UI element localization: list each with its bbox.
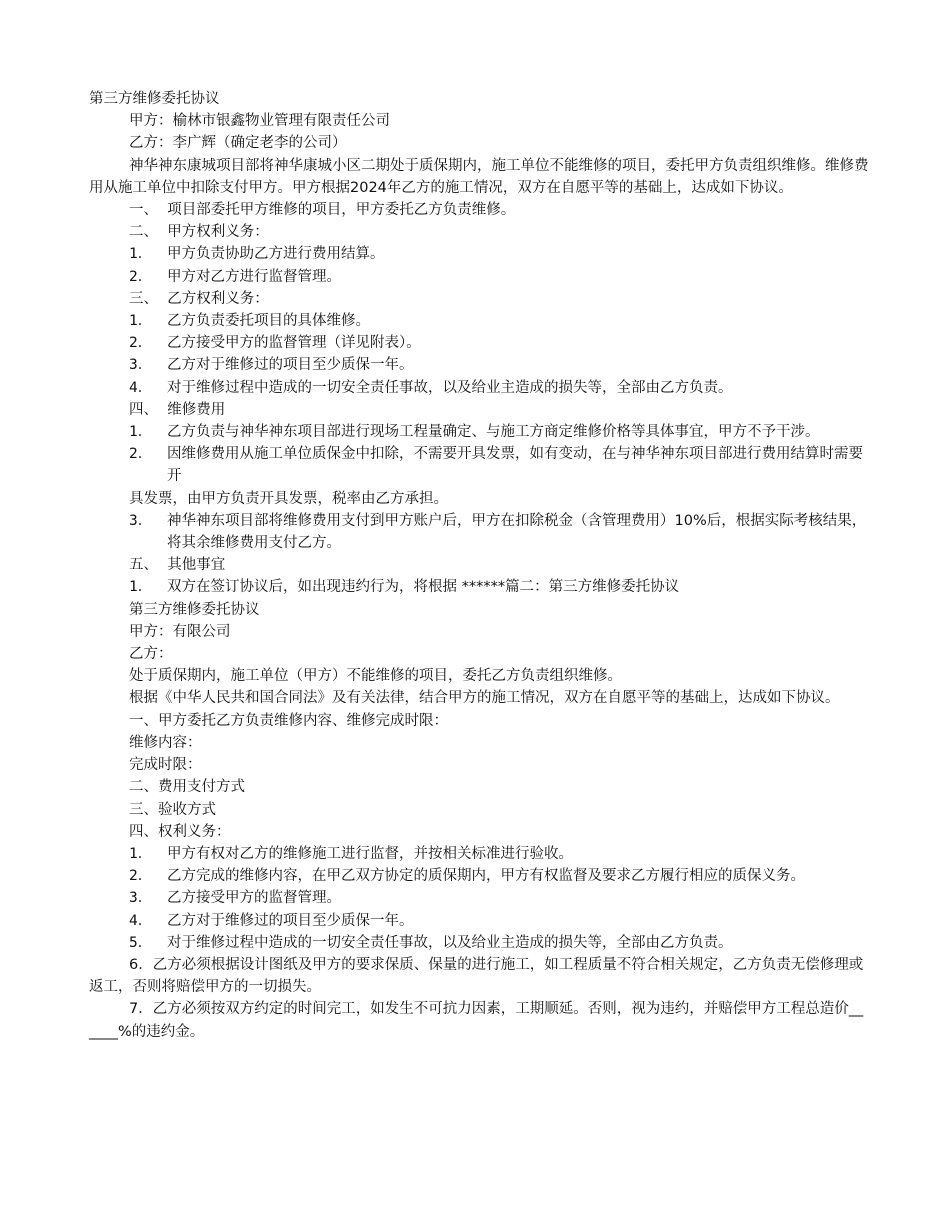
b-section-3: 三、验收方式 <box>129 801 216 818</box>
list-number: 1． <box>129 424 153 441</box>
list-text: 乙方负责与神华神东项目部进行现场工程量确定、与施工方商定维修价格等具体事宜，甲方不予干涉。 <box>167 424 820 441</box>
list-item <box>89 332 870 354</box>
repair-content-label: 维修内容： <box>129 734 202 751</box>
list-text: 乙方对于维修过的项目至少质保一年。 <box>167 357 414 374</box>
clause-7: 7．乙方必须按双方约定的时间完工，如发生不可抗力因素，工期顺延。否则，视为违约，并赔偿甲方工程总造价______%的违约金。 <box>89 1001 864 1040</box>
list-item <box>89 377 870 399</box>
party-b-line-2: 乙方： <box>129 646 173 663</box>
clause-6: 6．乙方必须根据设计图纸及甲方的要求保质、保量的进行施工，如工程质量不符合相关规定，乙方负责无偿修理或返工，否则将赔偿甲方的一切损失。 <box>89 956 864 996</box>
section-4-heading: 四、 维修费用 <box>129 401 226 418</box>
continuation-text: 具发票，由甲方负责开具发票，税率由乙方承担。 <box>129 490 448 507</box>
list-number: 1． <box>129 313 153 330</box>
section-2-heading: 二、 甲方权利义务： <box>129 224 269 241</box>
intro-paragraph: 神华神东康城项目部将神华康城小区二期处于质保期内，施工单位不能维修的项目，委托甲方负责组织维修。维修费用从施工单位中扣除支付甲方。甲方根据2024年乙方的施工情况，双方在自愿平等的基础上，达成如下协议。 <box>89 157 869 196</box>
list-number: 4． <box>129 912 153 929</box>
list-number: 2． <box>129 268 153 285</box>
list-item <box>89 243 870 265</box>
list-text: 对于维修过程中造成的一切安全责任事故，以及给业主造成的损失等，全部由乙方负责。 <box>167 379 733 396</box>
list-number: 3． <box>129 512 153 529</box>
list-item <box>89 266 870 288</box>
list-text: 甲方负责协助乙方进行费用结算。 <box>167 246 385 263</box>
list-item <box>89 932 870 954</box>
section-3-heading: 三、 乙方权利义务： <box>129 290 269 307</box>
b-section-4: 四、权利义务： <box>129 823 231 840</box>
list-text: 乙方对于维修过的项目至少质保一年。 <box>167 912 414 929</box>
list-text: 乙方完成的维修内容，在甲乙双方协定的质保期内，甲方有权监督及要求乙方履行相应的质保义务。 <box>167 868 805 885</box>
list-text: 甲方对乙方进行监督管理。 <box>167 268 341 285</box>
list-text: 甲方有权对乙方的维修施工进行监督，并按相关标准进行验收。 <box>167 845 573 862</box>
intro-paragraph-2: 处于质保期内，施工单位（甲方）不能维修的项目，委托乙方负责组织维修。 <box>129 668 622 685</box>
section-1: 一、 项目部委托甲方维修的项目，甲方委托乙方负责维修。 <box>129 202 516 219</box>
list-number: 5． <box>129 934 153 951</box>
list-text: 神华神东项目部将维修费用支付到甲方账户后，甲方在扣除税金（含管理费用）10%后，根据实际考核结果，将其余维修费用支付乙方。 <box>167 512 867 552</box>
list-number: 1． <box>129 246 153 263</box>
list-item <box>89 910 870 932</box>
party-a-line-2: 甲方：有限公司 <box>129 623 231 640</box>
list-number: 1． <box>129 845 153 862</box>
basis-paragraph: 根据《中华人民共和国合同法》及有关法律，结合甲方的施工情况，双方在自愿平等的基础上，达成如下协议。 <box>129 690 840 707</box>
list-item <box>89 421 870 443</box>
list-text: 乙方负责委托项目的具体维修。 <box>167 313 370 330</box>
list-item <box>89 576 870 598</box>
doc-title: 第三方维修委托协议 <box>89 91 220 107</box>
list-item <box>89 887 870 909</box>
deadline-label: 完成时限： <box>129 757 202 774</box>
list-text: 双方在签订协议后，如出现违约行为，将根据 ******篇二：第三方维修委托协议 <box>167 579 680 596</box>
party-b-line: 乙方：李广辉（确定老李的公司） <box>129 135 347 152</box>
list-text: 乙方接受甲方的监督管理（详见附表）。 <box>167 335 421 352</box>
list-text: 因维修费用从施工单位质保金中扣除，不需要开具发票，如有变动，在与神华神东项目部进行费用结算时需要开 <box>167 446 863 485</box>
list-item <box>89 354 870 376</box>
list-number: 4． <box>129 379 153 396</box>
list-number: 2． <box>129 446 153 463</box>
list-text: 乙方接受甲方的监督管理。 <box>167 890 341 907</box>
doc-title-2: 第三方维修委托协议 <box>129 601 260 618</box>
list-number: 2． <box>129 335 153 352</box>
b-section-2: 二、费用支付方式 <box>129 779 245 796</box>
list-item <box>89 443 870 487</box>
party-a-line: 甲方：榆林市银鑫物业管理有限责任公司 <box>129 113 390 130</box>
list-item <box>89 510 870 554</box>
b-section-1: 一、甲方委托乙方负责维修内容、维修完成时限： <box>129 712 448 729</box>
list-number: 1． <box>129 579 153 596</box>
list-number: 2． <box>129 868 153 885</box>
list-number: 3． <box>129 890 153 907</box>
list-item <box>89 865 870 887</box>
list-text: 对于维修过程中造成的一切安全责任事故，以及给业主造成的损失等，全部由乙方负责。 <box>167 934 733 951</box>
list-item <box>89 843 870 865</box>
list-item <box>89 310 870 332</box>
list-number: 3． <box>129 357 153 374</box>
section-5-heading: 五、 其他事宜 <box>129 557 226 574</box>
